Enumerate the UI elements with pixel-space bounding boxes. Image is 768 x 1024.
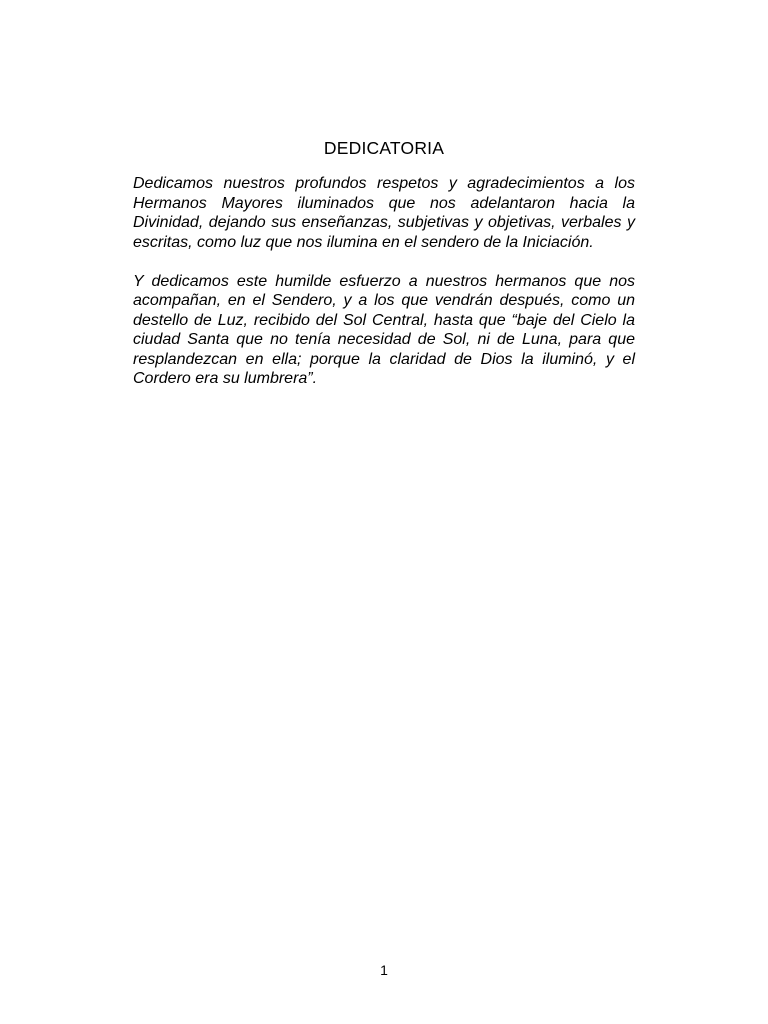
dedication-paragraph-1: Dedicamos nuestros profundos respetos y agradecimientos a los Hermanos Mayores iluminados que nos adelantaron hacia la Divinidad, dejando sus enseñanzas, subjetivas y objetivas, verbales y escritas, como luz que nos ilumina en el sendero de la Iniciación.: [133, 175, 635, 251]
page-number: 1: [380, 962, 388, 978]
page-title: DEDICATORIA: [323, 138, 445, 158]
dedication-body: [133, 174, 635, 408]
dedication-paragraph-2: Y dedicamos este humilde esfuerzo a nuestros hermanos que nos acompañan, en el Sendero, y a los que vendrán después, como un destello de Luz, recibido del Sol Central, hasta que “baje del Cielo la ciudad Santa que no tenía necesidad de Sol, ni de Luna, para que resplandezcan en ella; porque la claridad de Dios la iluminó, y el Cordero era su lumbrera”.: [133, 272, 635, 387]
